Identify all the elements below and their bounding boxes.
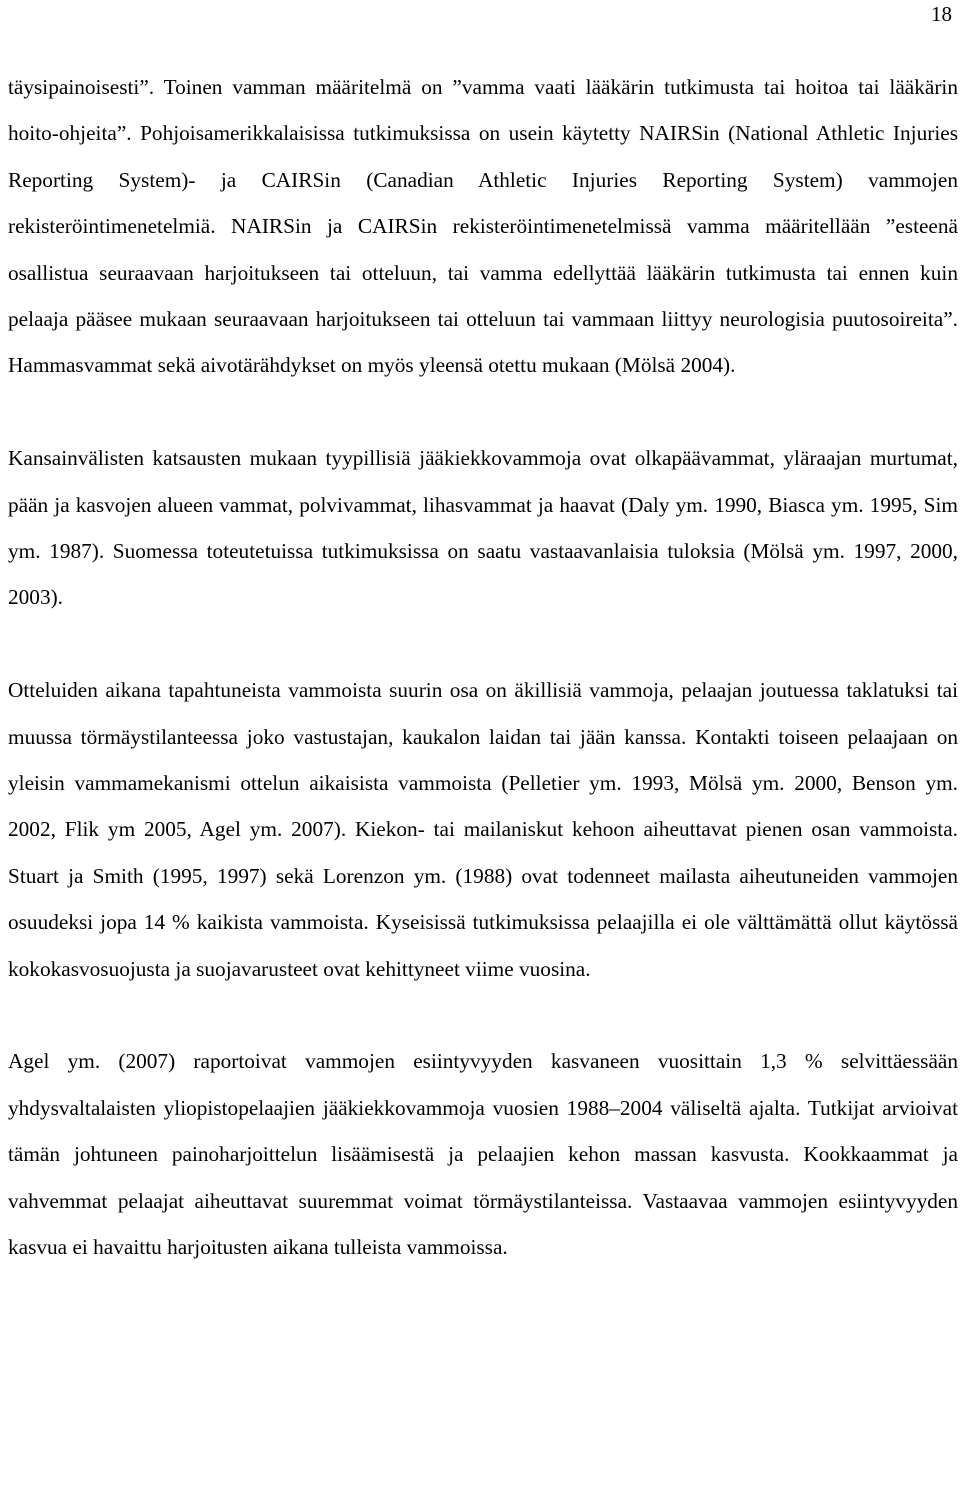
page-number: 18 — [931, 2, 952, 26]
document-body — [8, 64, 958, 1271]
paragraph-injury-incidence: Agel ym. (2007) raportoivat vammojen esiintyvyyden kasvaneen vuosittain 1,3 % selvittäessään yhdysvaltalaisten yliopistopelaajien jääkiekkovammoja vuosien 1988–2004 väliseltä ajalta. Tutkijat arvioivat tämän johtuneen painoharjoittelun lisäämisestä ja pelaajien kehon massan kasvusta. Kookkaammat ja vahvemmat pelaajat aiheuttavat suuremmat voimat törmäystilanteissa. Vastaavaa vammojen esiintyvyyden kasvua ei havaittu harjoitusten aikana tulleista vammoissa. — [8, 1049, 958, 1260]
paragraph-typical-injuries: Kansainvälisten katsausten mukaan tyypillisiä jääkiekkovammoja ovat olkapäävammat, yläraajan murtumat, pään ja kasvojen alueen vammat, polvivammat, lihasvammat ja haavat (Daly ym. 1990, Biasca ym. 1995, Sim ym. 1987). Suomessa toteutetuissa tutkimuksissa on saatu vastaavanlaisia tuloksia (Mölsä ym. 1997, 2000, 2003). — [8, 446, 958, 610]
paragraph-injury-definition: täysipainoisesti”. Toinen vamman määritelmä on ”vamma vaati lääkärin tutkimusta tai hoitoa tai lääkärin hoito-ohjeita”. Pohjoisamerikkalaisissa tutkimuksissa on usein käytetty NAIRSin (National Athletic Injuries Reporting System)- ja CAIRSin (Canadian Athletic Injuries Reporting System) vammojen rekisteröintimenetelmiä. NAIRSin ja CAIRSin rekisteröintimenetelmissä vamma määritellään ”esteenä osallistua seuraavaan harjoitukseen tai otteluun, tai vamma edellyttää lääkärin tutkimusta tai ennen kuin pelaaja pääsee mukaan seuraavaan harjoitukseen tai otteluun tai vammaan liittyy neurologisia puutosoireita”. Hammasvammat sekä aivotärähdykset on myös yleensä otettu mukaan (Mölsä 2004). — [8, 75, 958, 378]
paragraph-injury-mechanisms: Otteluiden aikana tapahtuneista vammoista suurin osa on äkillisiä vammoja, pelaajan joutuessa taklatuksi tai muussa törmäystilanteessa joko vastustajan, kaukalon laidan tai jään kanssa. Kontakti toiseen pelaajaan on yleisin vammamekanismi ottelun aikaisista vammoista (Pelletier ym. 1993, Mölsä ym. 2000, Benson ym. 2002, Flik ym 2005, Agel ym. 2007). Kiekon- tai mailaniskut kehoon aiheuttavat pienen osan vammoista. Stuart ja Smith (1995, 1997) sekä Lorenzon ym. (1988) ovat todenneet mailasta aiheutuneiden vammojen osuudeksi jopa 14 % kaikista vammoista. Kyseisissä tutkimuksissa pelaajilla ei ole välttämättä ollut käytössä kokokasvosuojusta ja suojavarusteet ovat kehittyneet viime vuosina. — [8, 678, 958, 981]
